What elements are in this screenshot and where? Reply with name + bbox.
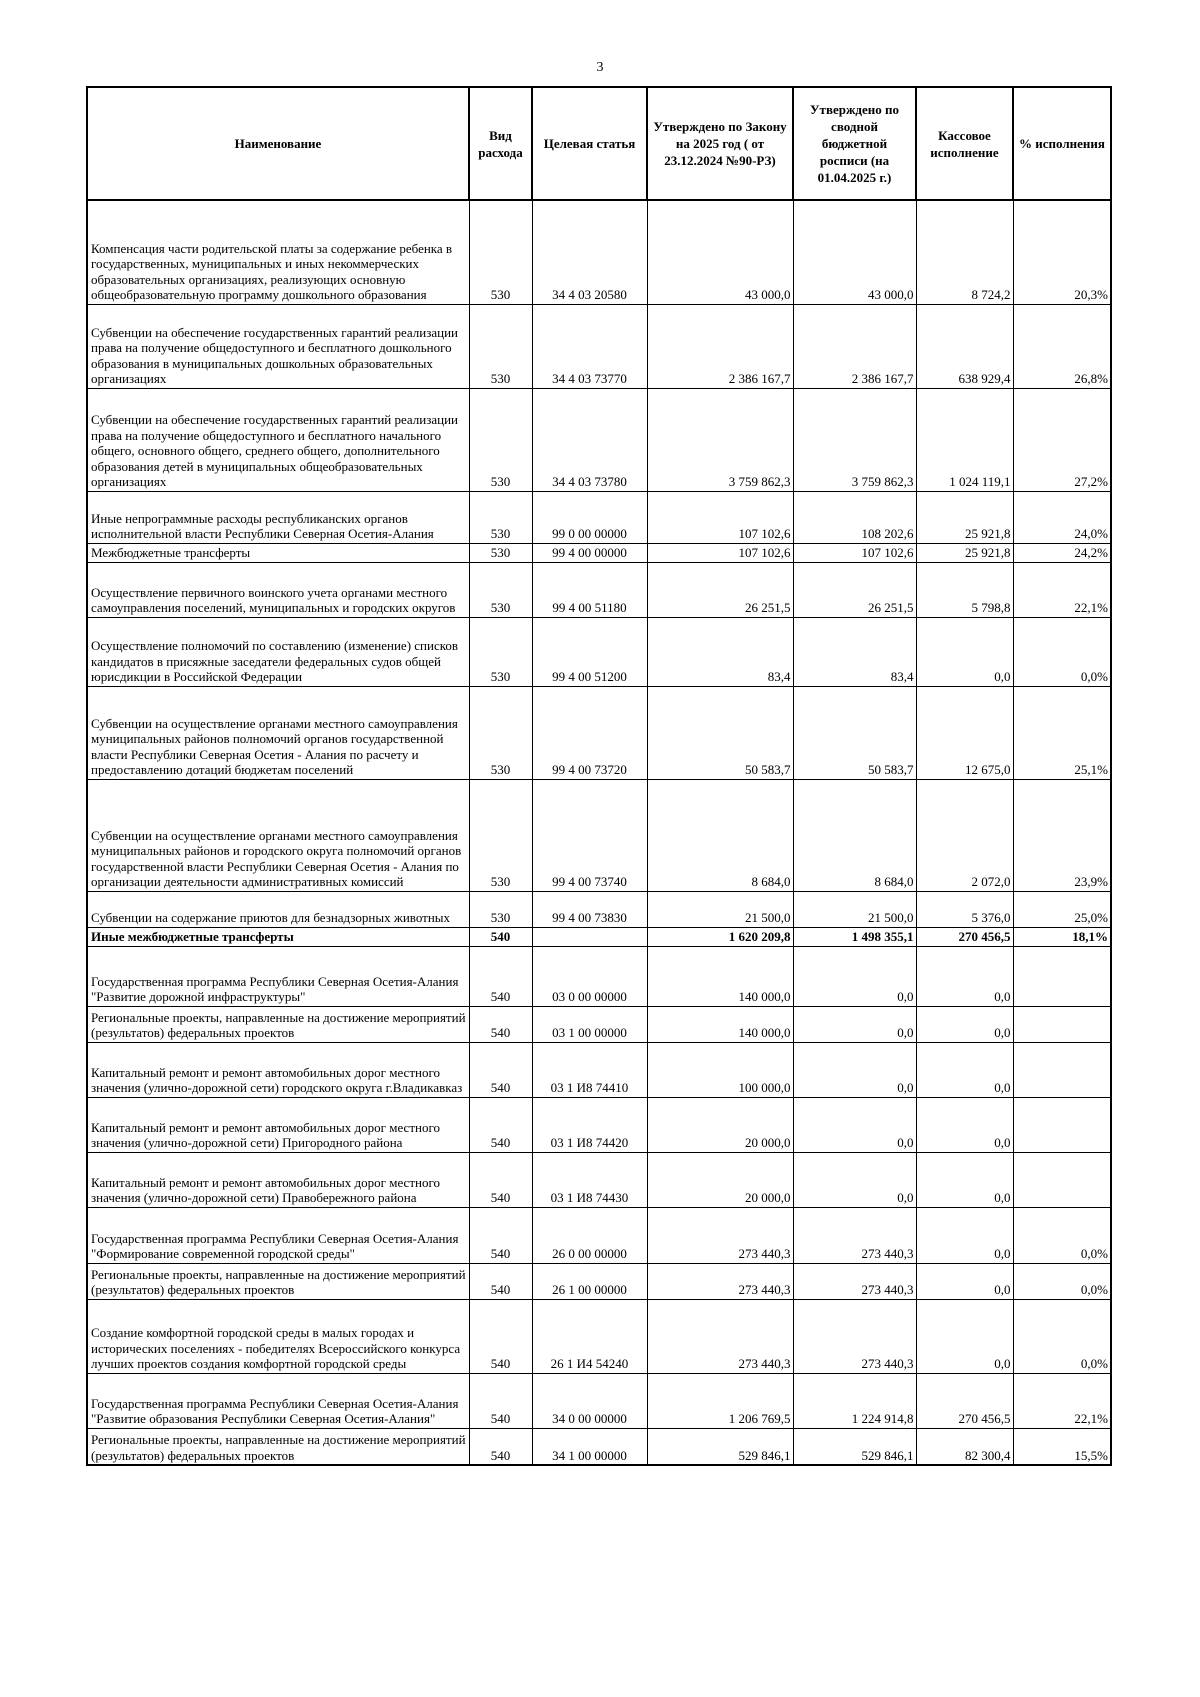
row-law: 107 102,6 (647, 543, 793, 562)
row-vid: 540 (469, 1263, 532, 1299)
row-pct: 27,2% (1013, 388, 1111, 491)
table-row (87, 779, 1111, 891)
row-svod: 529 846,1 (793, 1428, 916, 1465)
table-row (87, 388, 1111, 491)
row-cel: 34 4 03 20580 (532, 200, 647, 304)
row-vid: 540 (469, 946, 532, 1006)
row-law: 273 440,3 (647, 1263, 793, 1299)
row-cel: 99 4 00 51200 (532, 617, 647, 686)
row-name: Государственная программа Республики Северная Осетия-Алания "Развитие образования Республики Северная Осетия-Алания" (87, 1373, 469, 1428)
table-row (87, 1263, 1111, 1299)
row-name: Иные межбюджетные трансферты (87, 927, 469, 946)
row-kass: 82 300,4 (916, 1428, 1013, 1465)
row-cel: 03 1 И8 74430 (532, 1152, 647, 1207)
row-pct: 20,3% (1013, 200, 1111, 304)
row-pct: 0,0% (1013, 1207, 1111, 1263)
header-kass: Кассовое исполнение (916, 87, 1013, 200)
table-row (87, 1373, 1111, 1428)
row-pct: 25,0% (1013, 891, 1111, 927)
row-law: 100 000,0 (647, 1042, 793, 1097)
row-name: Государственная программа Республики Северная Осетия-Алания "Формирование современной городской среды" (87, 1207, 469, 1263)
row-cel: 99 0 00 00000 (532, 491, 647, 543)
row-kass: 0,0 (916, 1207, 1013, 1263)
row-cel: 99 4 00 73740 (532, 779, 647, 891)
row-kass: 0,0 (916, 1299, 1013, 1373)
row-law: 8 684,0 (647, 779, 793, 891)
row-kass: 0,0 (916, 946, 1013, 1006)
table-row (87, 491, 1111, 543)
table-row (87, 891, 1111, 927)
row-svod: 0,0 (793, 1006, 916, 1042)
row-vid: 540 (469, 1152, 532, 1207)
row-vid: 540 (469, 1097, 532, 1152)
row-name: Капитальный ремонт и ремонт автомобильных дорог местного значения (улично-дорожной сети) Пригородного района (87, 1097, 469, 1152)
row-svod: 273 440,3 (793, 1207, 916, 1263)
row-law: 529 846,1 (647, 1428, 793, 1465)
header-law: Утверждено по Закону на 2025 год ( от 23.12.2024 №90-РЗ) (647, 87, 793, 200)
row-kass: 2 072,0 (916, 779, 1013, 891)
row-svod: 0,0 (793, 1042, 916, 1097)
row-cel: 03 1 00 00000 (532, 1006, 647, 1042)
table-row (87, 1006, 1111, 1042)
table-row (87, 1207, 1111, 1263)
row-cel: 34 4 03 73780 (532, 388, 647, 491)
row-law: 50 583,7 (647, 686, 793, 779)
row-law: 140 000,0 (647, 1006, 793, 1042)
row-cel: 03 1 И8 74410 (532, 1042, 647, 1097)
row-vid: 540 (469, 1428, 532, 1465)
row-law: 3 759 862,3 (647, 388, 793, 491)
row-svod: 2 386 167,7 (793, 304, 916, 388)
row-svod: 0,0 (793, 1152, 916, 1207)
table-header-row (87, 87, 1111, 200)
row-vid: 540 (469, 927, 532, 946)
table-row (87, 1428, 1111, 1465)
row-law: 83,4 (647, 617, 793, 686)
row-vid: 530 (469, 779, 532, 891)
table-row (87, 1042, 1111, 1097)
row-kass: 0,0 (916, 1006, 1013, 1042)
row-svod: 1 498 355,1 (793, 927, 916, 946)
table-row-total (87, 927, 1111, 946)
row-vid: 540 (469, 1207, 532, 1263)
row-pct: 24,2% (1013, 543, 1111, 562)
row-svod: 8 684,0 (793, 779, 916, 891)
row-pct: 22,1% (1013, 1373, 1111, 1428)
row-name: Региональные проекты, направленные на достижение мероприятий (результатов) федеральных проектов (87, 1006, 469, 1042)
row-name: Капитальный ремонт и ремонт автомобильных дорог местного значения (улично-дорожной сети) городского округа г.Владикавказ (87, 1042, 469, 1097)
row-svod: 273 440,3 (793, 1299, 916, 1373)
row-cel: 26 1 00 00000 (532, 1263, 647, 1299)
row-pct: 0,0% (1013, 617, 1111, 686)
row-svod: 1 224 914,8 (793, 1373, 916, 1428)
header-svod: Утверждено по сводной бюджетной росписи (на 01.04.2025 г.) (793, 87, 916, 200)
row-vid: 540 (469, 1042, 532, 1097)
row-law: 2 386 167,7 (647, 304, 793, 388)
row-name: Создание комфортной городской среды в малых городах и исторических поселениях - победителях Всероссийского конкурса лучших проектов создания комфортной городской среды (87, 1299, 469, 1373)
row-kass: 0,0 (916, 1263, 1013, 1299)
row-kass: 8 724,2 (916, 200, 1013, 304)
row-law: 1 620 209,8 (647, 927, 793, 946)
table-row (87, 1299, 1111, 1373)
row-name: Субвенции на обеспечение государственных гарантий реализации права на получение общедоступного и бесплатного начального общего, основного общего, среднего общего, дополнительного образования детей в муниципальных общеобразовательных организациях (87, 388, 469, 491)
row-law: 107 102,6 (647, 491, 793, 543)
row-name: Субвенции на осуществление органами местного самоуправления муниципальных районов полномочий органов государственной власти Республики Северная Осетия - Алания по расчету и предоставлению дотаций бюджетам поселений (87, 686, 469, 779)
row-vid: 530 (469, 617, 532, 686)
table-row (87, 617, 1111, 686)
row-kass: 5 376,0 (916, 891, 1013, 927)
row-cel: 99 4 00 51180 (532, 562, 647, 617)
table-body (87, 200, 1111, 1465)
table-row (87, 1097, 1111, 1152)
header-pct: % исполнения (1013, 87, 1111, 200)
row-svod: 83,4 (793, 617, 916, 686)
row-vid: 530 (469, 491, 532, 543)
row-svod: 273 440,3 (793, 1263, 916, 1299)
row-name: Иные непрограммные расходы республиканских органов исполнительной власти Республики Северная Осетия-Алания (87, 491, 469, 543)
row-pct (1013, 946, 1111, 1006)
row-vid: 530 (469, 686, 532, 779)
row-cel: 99 4 00 73830 (532, 891, 647, 927)
row-cel: 34 4 03 73770 (532, 304, 647, 388)
row-vid: 530 (469, 388, 532, 491)
row-svod: 43 000,0 (793, 200, 916, 304)
row-svod: 26 251,5 (793, 562, 916, 617)
row-name: Государственная программа Республики Северная Осетия-Алания "Развитие дорожной инфраструктуры" (87, 946, 469, 1006)
row-cel: 99 4 00 00000 (532, 543, 647, 562)
row-svod: 50 583,7 (793, 686, 916, 779)
row-pct: 0,0% (1013, 1299, 1111, 1373)
row-vid: 540 (469, 1299, 532, 1373)
row-pct (1013, 1006, 1111, 1042)
table-row (87, 946, 1111, 1006)
row-vid: 540 (469, 1373, 532, 1428)
row-kass: 270 456,5 (916, 1373, 1013, 1428)
row-pct: 18,1% (1013, 927, 1111, 946)
row-law: 26 251,5 (647, 562, 793, 617)
row-svod: 0,0 (793, 1097, 916, 1152)
row-kass: 12 675,0 (916, 686, 1013, 779)
header-name: Наименование (87, 87, 469, 200)
row-cel: 03 1 И8 74420 (532, 1097, 647, 1152)
budget-table (86, 86, 1112, 1466)
row-kass: 0,0 (916, 1097, 1013, 1152)
row-cel: 34 0 00 00000 (532, 1373, 647, 1428)
row-vid: 540 (469, 1006, 532, 1042)
row-name: Капитальный ремонт и ремонт автомобильных дорог местного значения (улично-дорожной сети) Правобережного района (87, 1152, 469, 1207)
row-vid: 530 (469, 543, 532, 562)
row-law: 273 440,3 (647, 1299, 793, 1373)
table-row (87, 562, 1111, 617)
table-row (87, 304, 1111, 388)
row-name: Региональные проекты, направленные на достижение мероприятий (результатов) федеральных проектов (87, 1428, 469, 1465)
row-kass: 270 456,5 (916, 927, 1013, 946)
row-name: Межбюджетные трансферты (87, 543, 469, 562)
table-row (87, 686, 1111, 779)
row-law: 20 000,0 (647, 1152, 793, 1207)
row-cel: 34 1 00 00000 (532, 1428, 647, 1465)
row-name: Субвенции на обеспечение государственных гарантий реализации права на получение общедоступного и бесплатного дошкольного образования в муниципальных дошкольных образовательных организациях (87, 304, 469, 388)
row-cel: 26 1 И4 54240 (532, 1299, 647, 1373)
row-kass: 5 798,8 (916, 562, 1013, 617)
row-svod: 3 759 862,3 (793, 388, 916, 491)
row-pct: 23,9% (1013, 779, 1111, 891)
table-row (87, 1152, 1111, 1207)
row-name: Субвенции на осуществление органами местного самоуправления муниципальных районов и городского округа полномочий органов государственной власти Республики Северная Осетия - Алания по организации деятельности административных комиссий (87, 779, 469, 891)
row-cel: 03 0 00 00000 (532, 946, 647, 1006)
row-pct: 15,5% (1013, 1428, 1111, 1465)
row-cel: 26 0 00 00000 (532, 1207, 647, 1263)
row-pct (1013, 1097, 1111, 1152)
row-pct: 24,0% (1013, 491, 1111, 543)
header-cel: Целевая статья (532, 87, 647, 200)
table-row (87, 543, 1111, 562)
row-kass: 638 929,4 (916, 304, 1013, 388)
page-number: 3 (596, 60, 604, 75)
row-law: 43 000,0 (647, 200, 793, 304)
row-name: Региональные проекты, направленные на достижение мероприятий (результатов) федеральных проектов (87, 1263, 469, 1299)
row-pct: 22,1% (1013, 562, 1111, 617)
row-kass: 25 921,8 (916, 543, 1013, 562)
row-pct (1013, 1042, 1111, 1097)
table-row (87, 200, 1111, 304)
row-law: 21 500,0 (647, 891, 793, 927)
row-name: Осуществление полномочий по составлению (изменение) списков кандидатов в присяжные заседатели федеральных судов общей юрисдикции в Российской Федерации (87, 617, 469, 686)
row-pct: 0,0% (1013, 1263, 1111, 1299)
row-name: Компенсация части родительской платы за содержание ребенка в государственных, муниципальных и иных некоммерческих образовательных организациях, реализующих основную общеобразовательную программу дошкольного образования (87, 200, 469, 304)
row-vid: 530 (469, 200, 532, 304)
row-pct (1013, 1152, 1111, 1207)
row-law: 273 440,3 (647, 1207, 793, 1263)
row-kass: 1 024 119,1 (916, 388, 1013, 491)
row-law: 20 000,0 (647, 1097, 793, 1152)
row-vid: 530 (469, 562, 532, 617)
row-name: Субвенции на содержание приютов для безнадзорных животных (87, 891, 469, 927)
row-name: Осуществление первичного воинского учета органами местного самоуправления поселений, муниципальных и городских округов (87, 562, 469, 617)
row-cel: 99 4 00 73720 (532, 686, 647, 779)
row-svod: 107 102,6 (793, 543, 916, 562)
row-kass: 0,0 (916, 617, 1013, 686)
row-vid: 530 (469, 304, 532, 388)
row-kass: 0,0 (916, 1042, 1013, 1097)
row-law: 1 206 769,5 (647, 1373, 793, 1428)
row-svod: 108 202,6 (793, 491, 916, 543)
row-pct: 25,1% (1013, 686, 1111, 779)
row-kass: 0,0 (916, 1152, 1013, 1207)
row-cel (532, 927, 647, 946)
header-vid: Вид расхода (469, 87, 532, 200)
row-law: 140 000,0 (647, 946, 793, 1006)
row-svod: 0,0 (793, 946, 916, 1006)
row-vid: 530 (469, 891, 532, 927)
row-kass: 25 921,8 (916, 491, 1013, 543)
row-svod: 21 500,0 (793, 891, 916, 927)
row-pct: 26,8% (1013, 304, 1111, 388)
